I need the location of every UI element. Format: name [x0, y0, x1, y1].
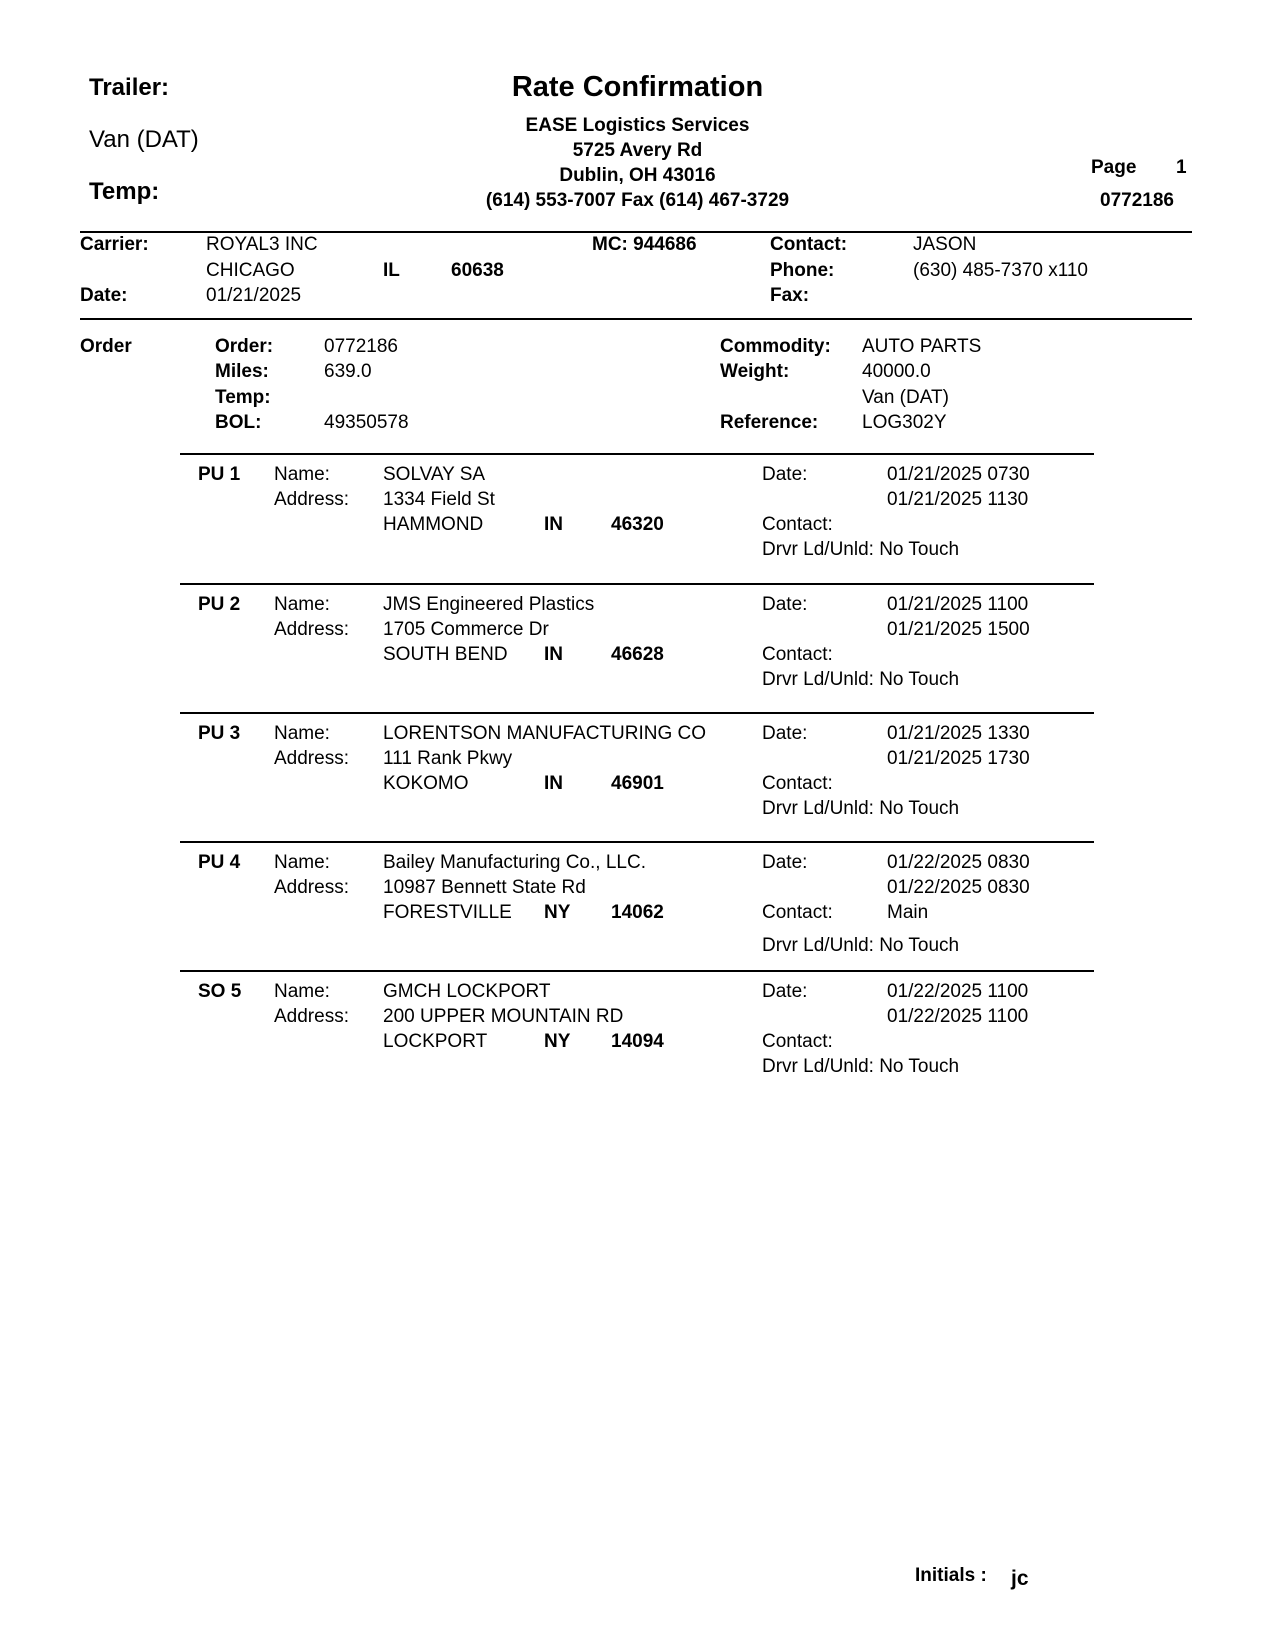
- stop-zip: 14062: [611, 902, 664, 923]
- stop-date-from: 01/22/2025 0830: [887, 852, 1030, 873]
- stop-date-to: 01/21/2025 1500: [887, 619, 1030, 640]
- order-label: Order:: [215, 336, 274, 357]
- company-phone: (614) 553-7007 Fax (614) 467-3729: [485, 190, 790, 211]
- page-label: Page: [1091, 157, 1137, 178]
- stop-name-label: Name:: [274, 981, 330, 1002]
- stop-drvr-label: Drvr Ld/Unld:: [762, 669, 874, 690]
- stop-street: 10987 Bennett State Rd: [383, 877, 586, 898]
- stop-row: [0, 712, 1275, 842]
- stop-code: PU 4: [198, 852, 241, 873]
- reference-value: LOG302Y: [862, 412, 947, 433]
- contact-label: Contact:: [770, 234, 848, 255]
- stop-date-label: Date:: [762, 852, 808, 873]
- stop-date-label: Date:: [762, 723, 808, 744]
- stop-date-from: 01/21/2025 1100: [887, 594, 1029, 615]
- carrier-divider: [80, 318, 1192, 320]
- stop-drvr-value: No Touch: [879, 1056, 960, 1077]
- carrier-city: CHICAGO: [206, 260, 295, 281]
- stop-code: SO 5: [198, 981, 242, 1002]
- stop-contact-label: Contact:: [762, 644, 833, 665]
- stop-drvr: [762, 1057, 959, 1076]
- stop-drvr-value: No Touch: [879, 935, 960, 956]
- company-name: EASE Logistics Services: [525, 115, 750, 136]
- stop-address-label: Address:: [274, 489, 349, 510]
- weight-label: Weight:: [720, 361, 790, 382]
- page-title: Rate Confirmation: [511, 71, 764, 103]
- stop-drvr-value: No Touch: [879, 798, 960, 819]
- stop-zip: 46628: [611, 644, 664, 665]
- stop-name: GMCH LOCKPORT: [383, 981, 551, 1002]
- stop-name-label: Name:: [274, 852, 330, 873]
- stop-divider: [180, 453, 1094, 455]
- stop-code: PU 1: [198, 464, 241, 485]
- stop-date-to: 01/22/2025 1100: [887, 1006, 1029, 1027]
- stop-address-label: Address:: [274, 748, 349, 769]
- company-city: Dublin, OH 43016: [559, 165, 716, 186]
- stop-state: NY: [544, 902, 571, 923]
- stop-row: [0, 453, 1275, 583]
- stop-state: NY: [544, 1031, 571, 1052]
- stop-drvr-label: Drvr Ld/Unld:: [762, 1056, 874, 1077]
- commodity-value: AUTO PARTS: [862, 336, 982, 357]
- stop-state: IN: [544, 773, 563, 794]
- stop-row: [0, 841, 1275, 971]
- carrier-date-label: Date:: [80, 285, 128, 306]
- stop-date-label: Date:: [762, 464, 808, 485]
- miles-value: 639.0: [324, 361, 372, 382]
- bol-value: 49350578: [324, 412, 409, 433]
- carrier-date: 01/21/2025: [206, 285, 302, 306]
- stop-contact: Main: [887, 902, 929, 923]
- stop-zip: 46320: [611, 514, 664, 535]
- stop-date-from: 01/22/2025 1100: [887, 981, 1029, 1002]
- order-value: 0772186: [324, 336, 398, 357]
- stop-city: SOUTH BEND: [383, 644, 508, 665]
- carrier-label: Carrier:: [80, 234, 149, 255]
- contact-value: JASON: [913, 234, 977, 255]
- stop-drvr-label: Drvr Ld/Unld:: [762, 539, 874, 560]
- stop-contact-label: Contact:: [762, 1031, 833, 1052]
- stop-drvr-label: Drvr Ld/Unld:: [762, 798, 874, 819]
- stop-divider: [180, 970, 1094, 972]
- initials-label: Initials :: [915, 1565, 987, 1586]
- stop-zip: 46901: [611, 773, 664, 794]
- stop-date-to: 01/21/2025 1730: [887, 748, 1030, 769]
- stop-divider: [180, 712, 1094, 714]
- stop-code: PU 3: [198, 723, 241, 744]
- equipment-value: Van (DAT): [862, 387, 949, 408]
- carrier-mc: MC: 944686: [592, 234, 697, 255]
- stop-name-label: Name:: [274, 464, 330, 485]
- stop-contact-label: Contact:: [762, 514, 833, 535]
- miles-label: Miles:: [215, 361, 269, 382]
- carrier-name: ROYAL3 INC: [206, 234, 318, 255]
- weight-value: 40000.0: [862, 361, 931, 382]
- stop-city: FORESTVILLE: [383, 902, 512, 923]
- initials-value: jc: [1011, 1567, 1029, 1590]
- order-temp-label: Temp:: [215, 387, 271, 408]
- stop-name: LORENTSON MANUFACTURING CO: [383, 723, 707, 744]
- stop-address-label: Address:: [274, 1006, 349, 1027]
- stop-city: KOKOMO: [383, 773, 469, 794]
- stop-row: [0, 970, 1275, 1100]
- order-section-label: Order: [80, 336, 132, 357]
- stop-date-from: 01/21/2025 1330: [887, 723, 1030, 744]
- page-number: 1: [1176, 157, 1187, 178]
- stop-name: SOLVAY SA: [383, 464, 486, 485]
- trailer-value: Van (DAT): [89, 126, 199, 153]
- stop-date-to: 01/21/2025 1130: [887, 489, 1029, 510]
- company-street: 5725 Avery Rd: [572, 140, 703, 161]
- stop-date-to: 01/22/2025 0830: [887, 877, 1030, 898]
- phone-value: (630) 485-7370 x110: [913, 260, 1088, 281]
- stop-drvr: [762, 670, 959, 689]
- stop-date-from: 01/21/2025 0730: [887, 464, 1030, 485]
- stop-street: 111 Rank Pkwy: [383, 748, 513, 769]
- stop-drvr-value: No Touch: [879, 539, 960, 560]
- stop-name: Bailey Manufacturing Co., LLC.: [383, 852, 646, 873]
- fax-label: Fax:: [770, 285, 810, 306]
- stop-drvr: [762, 540, 959, 559]
- stop-divider: [180, 583, 1094, 585]
- stop-address-label: Address:: [274, 877, 349, 898]
- stop-state: IN: [544, 514, 563, 535]
- stop-contact-label: Contact:: [762, 773, 833, 794]
- temp-label: Temp:: [89, 178, 160, 205]
- trailer-label: Trailer:: [89, 74, 170, 101]
- stop-city: LOCKPORT: [383, 1031, 488, 1052]
- stop-drvr-value: No Touch: [879, 669, 960, 690]
- commodity-label: Commodity:: [720, 336, 831, 357]
- carrier-zip: 60638: [451, 260, 504, 281]
- stop-contact-label: Contact:: [762, 902, 833, 923]
- header-divider: [80, 231, 1192, 233]
- stop-divider: [180, 841, 1094, 843]
- stop-street: 1334 Field St: [383, 489, 495, 510]
- stop-street: 200 UPPER MOUNTAIN RD: [383, 1006, 624, 1027]
- stop-state: IN: [544, 644, 563, 665]
- stop-zip: 14094: [611, 1031, 664, 1052]
- stop-street: 1705 Commerce Dr: [383, 619, 549, 640]
- stop-date-label: Date:: [762, 981, 808, 1002]
- stop-date-label: Date:: [762, 594, 808, 615]
- bol-label: BOL:: [215, 412, 262, 433]
- carrier-state: IL: [383, 260, 400, 281]
- stop-address-label: Address:: [274, 619, 349, 640]
- stop-code: PU 2: [198, 594, 241, 615]
- doc-number: 0772186: [1100, 190, 1174, 211]
- stop-name-label: Name:: [274, 594, 330, 615]
- stop-city: HAMMOND: [383, 514, 484, 535]
- stop-drvr: [762, 799, 959, 818]
- phone-label: Phone:: [770, 260, 835, 281]
- stop-name-label: Name:: [274, 723, 330, 744]
- stop-drvr: [762, 936, 959, 955]
- stop-name: JMS Engineered Plastics: [383, 594, 595, 615]
- stop-drvr-label: Drvr Ld/Unld:: [762, 935, 874, 956]
- reference-label: Reference:: [720, 412, 819, 433]
- stop-row: [0, 583, 1275, 713]
